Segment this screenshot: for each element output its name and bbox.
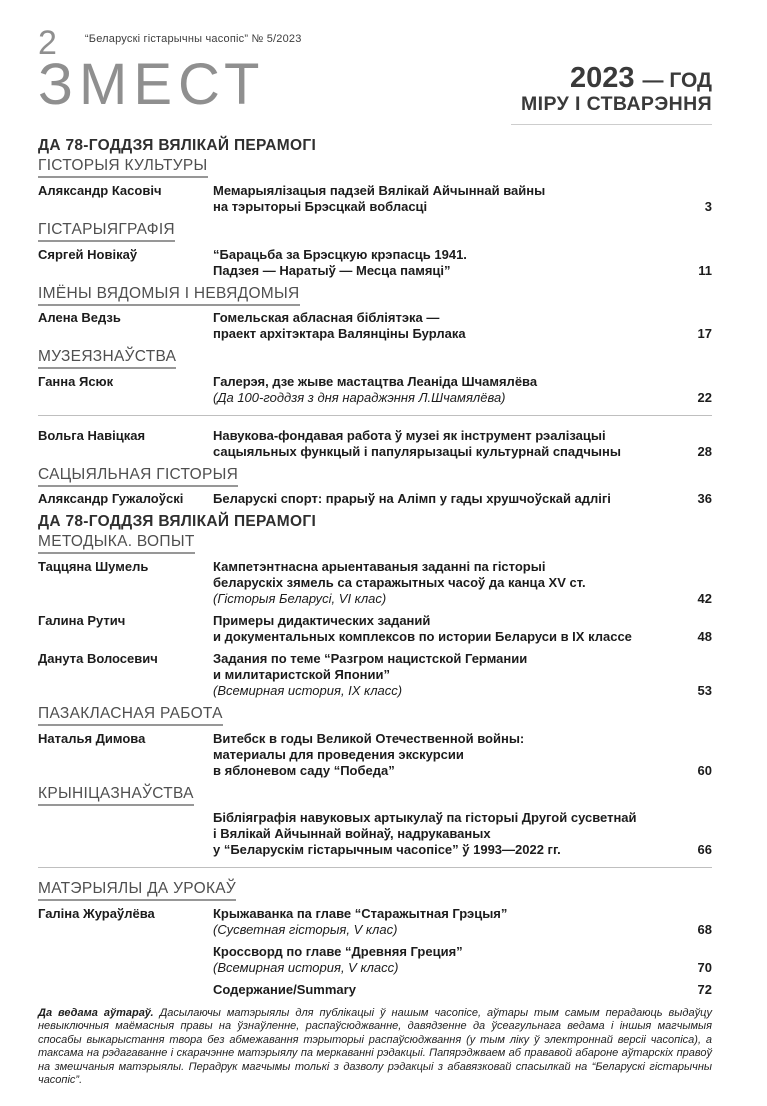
entry-title <box>213 428 672 460</box>
entry-title-line: Навукова-фондавая работа ў музеі як інструмент рэалізацыі <box>213 427 606 443</box>
entry-title <box>213 247 672 279</box>
toc-entry <box>38 559 712 607</box>
section-heading <box>38 880 712 898</box>
entry-title-line: и документальных комплексов по истории Беларуси в IX классе <box>213 629 632 645</box>
entry-title-line: Кроссворд по главе “Древняя Греция” <box>213 943 463 959</box>
entry-title-line: Примеры дидактических заданий <box>213 613 431 629</box>
authors-notice-text: Дасылаючы матэрыялы для публікацыі ў нашым часопісе, аўтары тым самым перадаюць выдаўцу невыключныя маёмасныя правы на ўзнаўленне, распаўсюджванне, давядзенне да ўсеагульнага ведама і іншыя магчымыя спосабы выкарыстання твора без абмежавання тэрыторыі распаўсюджвання (у тым ліку ў электроннай версіі часопіса), а таксама на рэдагаванне і скарачэнне матэрыялу па меркаванні рэдакцыі. Папярэджваем аб прававой абароне аўтарскіх правоў на змешчаныя матэрыялы. Перадрук магчымы толькі з дазволу рэдакцыі з абавязковай спасылкай на “Беларускі гістарычны часопіс”. <box>38 1006 712 1087</box>
entry-page-number: 70 <box>697 959 712 975</box>
toc-entry <box>38 810 712 858</box>
toc-entry <box>38 731 712 779</box>
entry-author: Ганна Ясюк <box>38 373 114 389</box>
entry-title-line: (Гісторыя Беларусі, VI клас) <box>213 591 387 607</box>
entry-page-number: 17 <box>697 326 712 342</box>
entry-title-line: (Сусветная гісторыя, V клас) <box>213 921 398 937</box>
entry-page-number: 60 <box>697 762 712 778</box>
entry-title-line: Галерэя, дзе жыве мастацтва Леаніда Шчамялёва <box>213 373 538 389</box>
entry-author: Данута Волосевич <box>38 651 158 667</box>
journal-title-line: “Беларускі гістарычны часопіс” № 5/2023 <box>84 33 302 45</box>
page-title: ЗМЕСТ <box>38 52 266 117</box>
section-heading <box>38 221 712 239</box>
entry-title <box>213 374 672 406</box>
entry-author <box>38 944 213 976</box>
toc-entry <box>38 651 712 699</box>
entry-title <box>213 491 672 507</box>
toc-entry <box>38 183 712 215</box>
toc-entry <box>38 906 712 938</box>
year-banner-line2: МІРУ І СТВАРЭННЯ <box>521 93 712 115</box>
entry-title-line: (Всемирная история, V класс) <box>213 959 399 975</box>
section-heading <box>38 785 712 803</box>
section-heading <box>38 157 712 175</box>
entry-title-line: Кампетэнтнасна арыентаваныя заданні па гісторыі <box>213 559 546 575</box>
entry-page-number: 42 <box>697 591 712 607</box>
entry-author <box>38 810 213 858</box>
entry-title-line: в яблоневом саду “Победа” <box>213 762 395 778</box>
entry-author: Галина Рутич <box>38 613 126 629</box>
section-heading-label: ГІСТОРЫЯ КУЛЬТУРЫ <box>38 157 208 178</box>
entry-title-line: “Барацьба за Брэсцкую крэпасць 1941. <box>213 246 467 262</box>
entry-title-line: у “Беларускім гістарычным часопісе” ў 1993—2022 гг. <box>213 842 561 858</box>
section-heading-label: МЕТОДЫКА. ВОПЫТ <box>38 533 195 554</box>
entry-page-number: 48 <box>697 629 712 645</box>
toc-entry <box>38 613 712 645</box>
authors-notice-lead: Да ведама аўтараў. <box>38 1006 154 1019</box>
entry-title-line: Падзея — Наратыў — Месца памяці” <box>213 262 451 278</box>
toc-entry <box>38 247 712 279</box>
toc-entry <box>38 428 712 460</box>
entry-title-line: на тэрыторыі Брэсцкай вобласці <box>213 199 428 215</box>
entry-author: Аляксандр Касовіч <box>38 183 162 199</box>
section-heading-label: ГІСТАРЫЯГРАФІЯ <box>38 221 175 242</box>
entry-title-line: Витебск в годы Великой Отечественной войны: <box>213 730 525 746</box>
section-heading <box>38 348 712 366</box>
entry-title-line: Крыжаванка па главе “Старажытная Грэцыя” <box>213 905 508 921</box>
year-banner <box>511 64 712 125</box>
section-heading-label: МУЗЕЯЗНАЎСТВА <box>38 348 176 369</box>
section-heading <box>38 533 712 551</box>
entry-title-line: праект архітэктара Валянціны Бурлака <box>213 326 466 342</box>
divider-rule <box>38 867 712 868</box>
entry-title <box>213 651 672 699</box>
entry-title-line: Бібліяграфія навуковых артыкулаў па гісторыі Другой сусветнай <box>213 810 637 826</box>
year-suffix: — ГОД <box>642 69 712 92</box>
table-of-contents <box>38 137 712 997</box>
entry-title <box>213 731 672 779</box>
entry-author: Наталья Димова <box>38 730 146 746</box>
entry-page-number: 36 <box>697 491 712 507</box>
entry-title <box>213 982 672 998</box>
entry-page-number: 68 <box>697 921 712 937</box>
entry-page-number: 28 <box>697 443 712 459</box>
toc-entry <box>38 982 712 998</box>
entry-page-number: 66 <box>697 842 712 858</box>
section-heading-label: КРЫНІЦАЗНАЎСТВА <box>38 785 194 806</box>
entry-title-line: и милитаристской Японии” <box>213 667 390 683</box>
entry-title-line: Беларускі спорт: прарыў на Алімп у гады хрушчоўскай адлігі <box>213 491 611 507</box>
entry-title-line: Содержание/Summary <box>213 981 356 997</box>
entry-title-line: (Всемирная история, IX класс) <box>213 683 403 699</box>
entry-author <box>38 982 213 998</box>
entry-title-line: материалы для проведения экскурсии <box>213 746 464 762</box>
toc-entry <box>38 310 712 342</box>
toc-entry <box>38 491 712 507</box>
entry-page-number: 22 <box>697 389 712 405</box>
entry-author: Аляксандр Гужалоўскі <box>38 491 184 507</box>
entry-page-number: 72 <box>697 981 712 997</box>
entry-title-line: і Вялікай Айчыннай войнаў, надрукаваных <box>213 826 491 842</box>
entry-title-line: Мемарыялізацыя падзей Вялікай Айчыннай вайны <box>213 183 546 199</box>
entry-page-number: 3 <box>704 199 712 215</box>
entry-title <box>213 810 672 858</box>
section-heading-label: САЦЫЯЛЬНАЯ ГІСТОРЫЯ <box>38 466 238 487</box>
divider-rule <box>38 415 712 416</box>
toc-entry <box>38 374 712 406</box>
entry-page-number: 53 <box>697 683 712 699</box>
entry-title-line: беларускіх зямель са старажытных часоў да канца XV ст. <box>213 575 586 591</box>
entry-title-line: Задания по теме “Разгром нацистской Германии <box>213 651 528 667</box>
year-value: 2023 <box>569 62 635 94</box>
entry-title-line: (Да 100-годдзя з дня нараджэння Л.Шчамялёва) <box>213 389 506 405</box>
section-heading-label: ІМЁНЫ ВЯДОМЫЯ І НЕВЯДОМЫЯ <box>38 285 300 306</box>
section-heading-label: МАТЭРЫЯЛЫ ДА УРОКАЎ <box>38 880 236 901</box>
entry-author: Галіна Жураўлёва <box>38 905 155 921</box>
entry-author: Таццяна Шумель <box>38 559 149 575</box>
entry-title <box>213 183 672 215</box>
entry-title <box>213 944 672 976</box>
entry-author: Алена Ведзь <box>38 310 121 326</box>
entry-title-line: сацыяльных функцый і папулярызацыі культурнай спадчыны <box>213 443 621 459</box>
section-heading <box>38 285 712 303</box>
entry-author: Вольга Навіцкая <box>38 427 146 443</box>
entry-title <box>213 613 672 645</box>
authors-notice <box>38 1007 712 1088</box>
page-number: 2 <box>38 24 57 62</box>
entry-title <box>213 310 672 342</box>
entry-title-line: Гомельская абласная бібліятэка — <box>213 310 440 326</box>
year-banner-line1 <box>521 64 712 93</box>
section-heading <box>38 705 712 723</box>
section-heading <box>38 466 712 484</box>
entry-title <box>213 906 672 938</box>
entry-author: Сяргей Новікаў <box>38 246 138 262</box>
section-heading-label: ПАЗАКЛАСНАЯ РАБОТА <box>38 705 223 726</box>
section-banner: ДА 78-ГОДДЗЯ ВЯЛІКАЙ ПЕРАМОГІ <box>38 137 317 155</box>
entry-page-number: 11 <box>698 262 712 278</box>
entry-title <box>213 559 672 607</box>
section-banner: ДА 78-ГОДДЗЯ ВЯЛІКАЙ ПЕРАМОГІ <box>38 513 317 531</box>
toc-entry <box>38 944 712 976</box>
masthead <box>38 52 712 125</box>
